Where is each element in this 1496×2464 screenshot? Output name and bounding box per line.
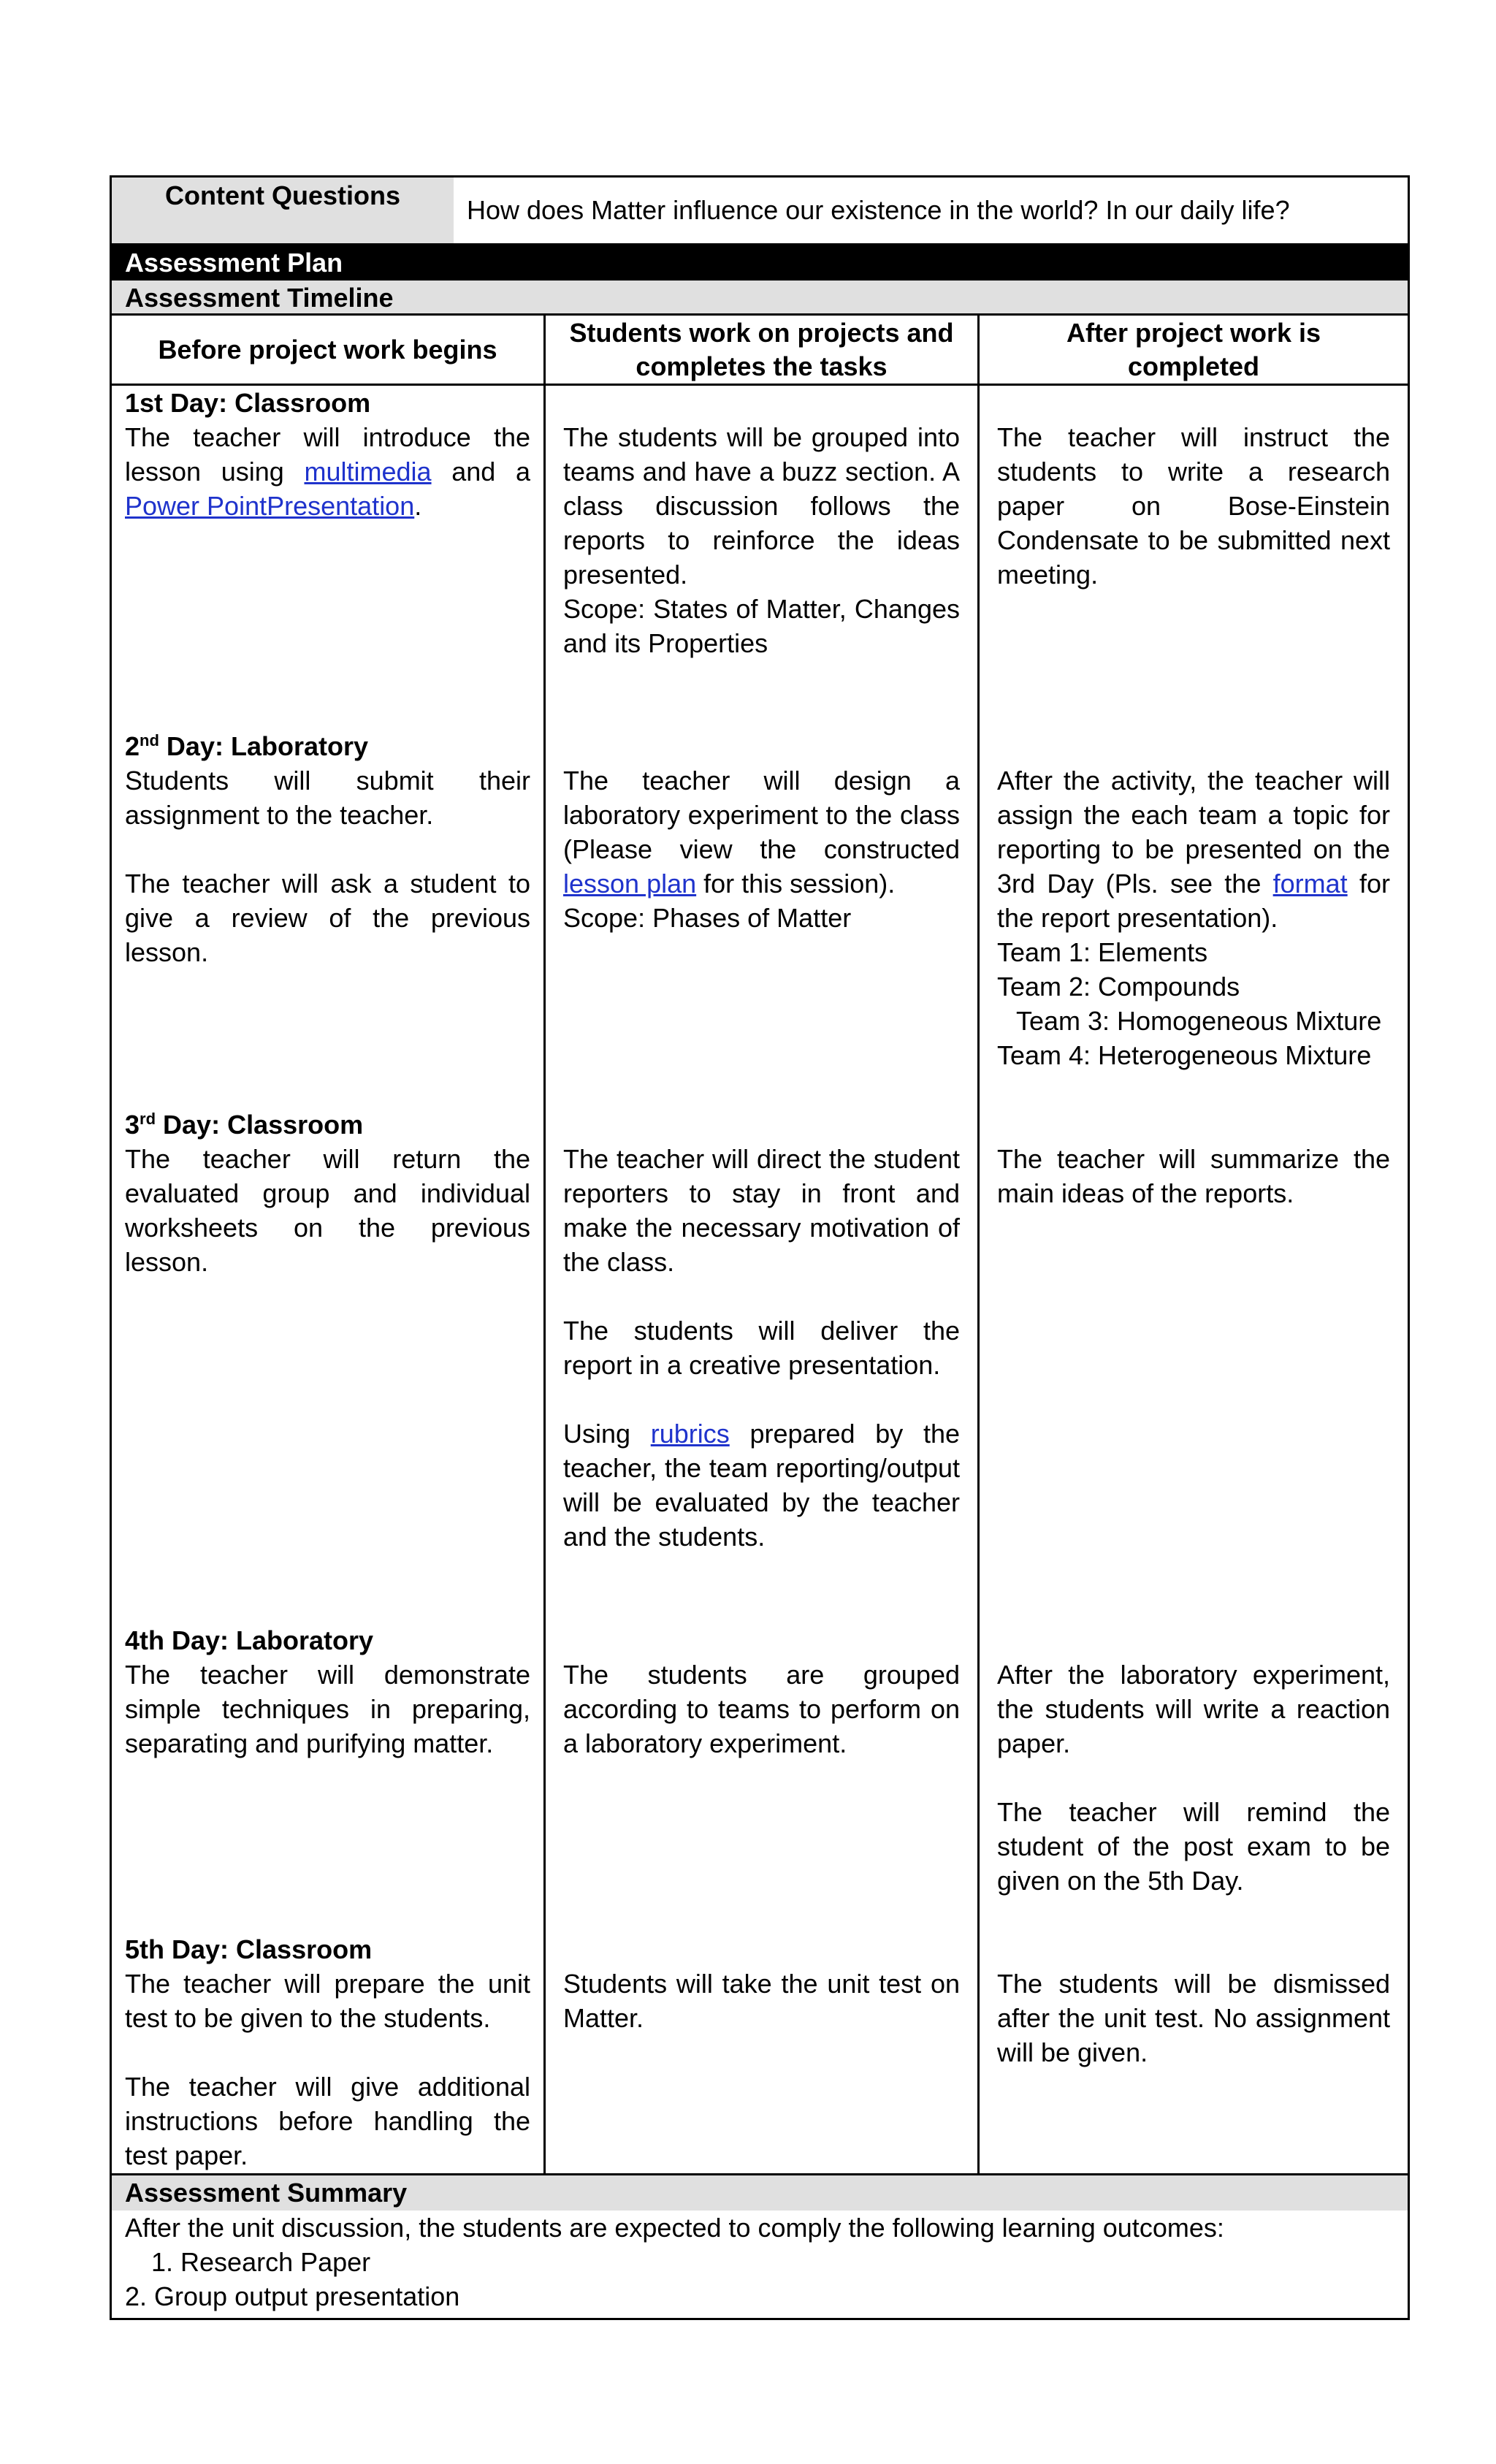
day4-during-text: The students are grouped according to teams to perform on a laboratory experiment. — [563, 1660, 960, 1758]
day5-during-text: Students will take the unit test on Matter. — [563, 1969, 960, 2033]
day1-after-text: The teacher will instruct the students to write a research paper on Bose-Einstein Condensate to be submitted next meeting. — [997, 422, 1390, 590]
day1-before — [125, 386, 530, 729]
day3-title-sup: rd — [140, 1110, 156, 1128]
content-questions-label: Content Questions — [112, 178, 454, 243]
team3: Team 3: Homogeneous Mixture — [1016, 1006, 1382, 1036]
day4-before — [125, 1623, 530, 1932]
day4-after-p2: The teacher will remind the student of the post exam to be given on the 5th Day. — [997, 1797, 1390, 1896]
day4-before-text: The teacher will demonstrate simple techniques in preparing, separating and purifying matter. — [125, 1660, 530, 1758]
day2-after-a: After the activity, the teacher will assign the each team a topic for reporting to be presented on the 3rd Day (Pls. see the — [997, 766, 1390, 899]
team4: Team 4: Heterogeneous Mixture — [997, 1040, 1372, 1070]
powerpoint-link[interactable]: Power PointPresentation — [125, 491, 415, 521]
day2-after-b: for the report presentation). — [997, 869, 1391, 933]
day1-during-text: The students will be grouped into teams and have a buzz section. A class discussion follows the reports to reinforce the ideas presented. — [563, 422, 960, 590]
assessment-timeline-heading: Assessment Timeline — [112, 281, 1408, 316]
header-during: Students work on projects and completes the tasks — [546, 316, 980, 386]
day5-before — [125, 1932, 530, 2173]
rubrics-link[interactable]: rubrics — [650, 1419, 730, 1449]
day2-title-rest: Day: Laboratory — [159, 731, 368, 761]
team2: Team 2: Compounds — [997, 972, 1240, 1002]
content-questions-text: How does Matter influence our existence in the world? In our daily life? — [467, 195, 1290, 225]
day3-during-p3 — [563, 1416, 960, 1554]
day5-during — [563, 1932, 960, 2173]
assessment-summary-heading: Assessment Summary — [112, 2173, 1408, 2211]
day2-during-b: for this session). — [696, 869, 896, 899]
day4-title: 4th Day: Laboratory — [125, 1625, 374, 1655]
day3-title-rest: Day: Classroom — [156, 1110, 364, 1140]
assessment-plan-heading: Assessment Plan — [112, 245, 1408, 281]
day1-before-b: and a — [431, 457, 530, 487]
content-questions-row — [112, 178, 1408, 245]
day1-title: 1st Day: Classroom — [125, 388, 371, 418]
day2-title — [125, 729, 530, 763]
day1-during-scope: Scope: States of Matter, Changes and its Properties — [563, 594, 960, 658]
day2-during-text — [563, 763, 960, 901]
day3-during-p2: The students will deliver the report in a creative presentation. — [563, 1316, 960, 1380]
day5-after-text: The students will be dismissed after the unit test. No assignment will be given. — [997, 1969, 1390, 2067]
day3-after — [997, 1107, 1390, 1623]
day1-before-a: The teacher will introduce the lesson using — [125, 422, 530, 487]
summary-item-2: 2. Group output presentation — [125, 2281, 460, 2311]
day2-before-p2: The teacher will ask a student to give a review of the previous lesson. — [125, 869, 530, 967]
after-column — [980, 386, 1408, 2173]
summary-item-1: 1. Research Paper — [151, 2247, 371, 2277]
assessment-summary-body — [112, 2211, 1408, 2318]
day5-before-p2: The teacher will give additional instructions before handling the test paper. — [125, 2072, 530, 2170]
day2-after — [997, 729, 1390, 1107]
team1: Team 1: Elements — [997, 937, 1208, 967]
day4-during — [563, 1623, 960, 1932]
day2-before-p1: Students will submit their assignment to the teacher. — [125, 766, 530, 830]
day2-during-a: The teacher will design a laboratory experiment to the class (Please view the constructed — [563, 766, 960, 864]
day1-before-text — [125, 420, 530, 523]
day5-title: 5th Day: Classroom — [125, 1934, 373, 1964]
multimedia-link[interactable]: multimedia — [304, 457, 432, 487]
day3-before — [125, 1107, 530, 1623]
day1-after — [997, 386, 1390, 729]
day3-during-p3b: prepared by the teacher, the team reporting/output will be evaluated by the teacher and the students. — [563, 1419, 960, 1552]
day1-during — [563, 386, 960, 729]
day3-during-p1: The teacher will direct the student reporters to stay in front and make the necessary motivation of the class. — [563, 1144, 960, 1277]
summary-intro: After the unit discussion, the students are expected to comply the following learning outcomes: — [125, 2213, 1224, 2243]
day3-after-text: The teacher will summarize the main ideas of the reports. — [997, 1144, 1390, 1208]
lesson-plan-link[interactable]: lesson plan — [563, 869, 697, 899]
day3-title — [125, 1107, 530, 1142]
header-before: Before project work begins — [112, 316, 546, 386]
day2-after-text — [997, 763, 1390, 935]
day4-after — [997, 1623, 1390, 1932]
day3-title-num: 3 — [125, 1110, 140, 1140]
before-column — [112, 386, 546, 2173]
day2-during — [563, 729, 960, 1107]
format-link[interactable]: format — [1272, 869, 1348, 899]
day2-during-scope: Scope: Phases of Matter — [563, 903, 852, 933]
header-after: After project work is completed — [980, 316, 1408, 386]
day2-title-sup: nd — [140, 731, 159, 750]
day2-before — [125, 729, 530, 1107]
day5-after — [997, 1932, 1390, 2173]
column-headers — [112, 316, 1408, 386]
assessment-table — [110, 175, 1410, 2320]
during-column — [546, 386, 980, 2173]
day4-after-p1: After the laboratory experiment, the students will write a reaction paper. — [997, 1660, 1390, 1758]
day2-title-num: 2 — [125, 731, 140, 761]
day1-before-c: . — [414, 491, 422, 521]
day5-before-p1: The teacher will prepare the unit test to be given to the students. — [125, 1969, 530, 2033]
day-rows — [112, 386, 1408, 2173]
day3-during — [563, 1107, 960, 1623]
day3-before-text: The teacher will return the evaluated group and individual worksheets on the previous lesson. — [125, 1144, 530, 1277]
day3-during-p3a: Using — [563, 1419, 651, 1449]
